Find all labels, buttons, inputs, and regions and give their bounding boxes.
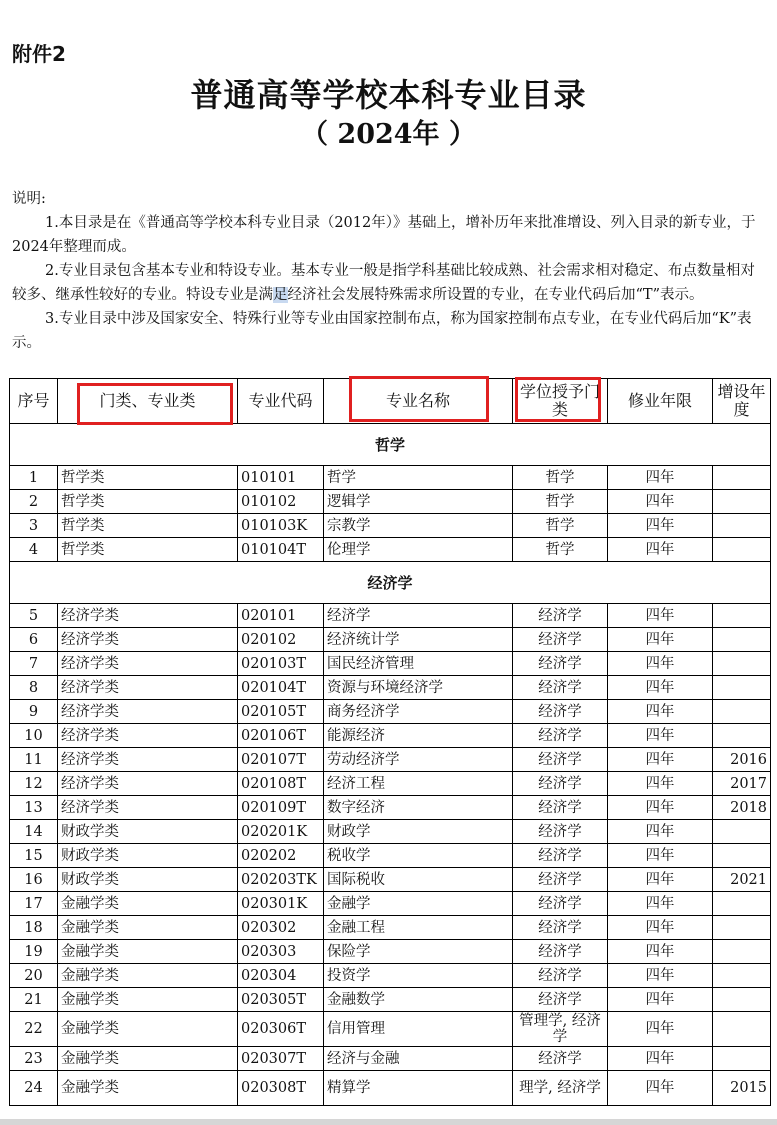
row-major-name: 金融数学 [324, 988, 513, 1012]
row-code: 020202 [238, 844, 324, 868]
row-category: 金融学类 [58, 892, 238, 916]
row-major-name: 保险学 [324, 940, 513, 964]
table-row [10, 1012, 771, 1047]
row-duration: 四年 [608, 676, 713, 700]
row-index: 2 [10, 490, 58, 514]
row-category: 经济学类 [58, 652, 238, 676]
row-code: 020301K [238, 892, 324, 916]
row-category: 经济学类 [58, 604, 238, 628]
row-duration: 四年 [608, 604, 713, 628]
text-selection: 足 [273, 287, 288, 303]
table-row [10, 466, 771, 490]
document-subtitle: （ 2024年 ） [301, 119, 476, 150]
row-index: 4 [10, 538, 58, 562]
row-code: 020203TK [238, 868, 324, 892]
row-major-name: 精算学 [324, 1071, 513, 1106]
table-row [10, 538, 771, 562]
category-label: 哲学 [10, 424, 771, 466]
row-category: 经济学类 [58, 700, 238, 724]
row-index: 14 [10, 820, 58, 844]
row-major-name: 信用管理 [324, 1012, 513, 1047]
table-row [10, 652, 771, 676]
table-row [10, 772, 771, 796]
row-index: 9 [10, 700, 58, 724]
row-degree: 经济学 [513, 796, 608, 820]
row-major-name: 宗教学 [324, 514, 513, 538]
row-duration: 四年 [608, 1012, 713, 1047]
table-row [10, 490, 771, 514]
row-degree: 经济学 [513, 892, 608, 916]
table-row [10, 1047, 771, 1071]
table-row [10, 676, 771, 700]
row-degree: 经济学 [513, 964, 608, 988]
row-year-added: 2018 [713, 796, 771, 820]
row-major-name: 数字经济 [324, 796, 513, 820]
table-row [10, 916, 771, 940]
row-duration: 四年 [608, 700, 713, 724]
major-catalog-table [9, 378, 771, 1106]
row-code: 020306T [238, 1012, 324, 1047]
row-duration: 四年 [608, 940, 713, 964]
row-degree: 经济学 [513, 628, 608, 652]
row-duration: 四年 [608, 628, 713, 652]
row-major-name: 经济与金融 [324, 1047, 513, 1071]
row-year-added [713, 466, 771, 490]
note-item-2: 2.专业目录包含基本专业和特设专业。基本专业一般是指学科基础比较成熟、社会需求相对稳定、布点数量相对较多、继承性较好的专业。特设专业是满足经济社会发展特殊需求所设置的专业，在专业代码后加“T”表示。 [12, 263, 755, 303]
table-row [10, 700, 771, 724]
table-row [10, 844, 771, 868]
row-year-added [713, 820, 771, 844]
horizontal-scrollbar[interactable] [0, 1119, 777, 1125]
row-index: 5 [10, 604, 58, 628]
row-category: 经济学类 [58, 796, 238, 820]
row-year-added [713, 652, 771, 676]
table-row [10, 964, 771, 988]
row-year-added [713, 916, 771, 940]
row-duration: 四年 [608, 1047, 713, 1071]
row-category: 经济学类 [58, 772, 238, 796]
row-code: 020102 [238, 628, 324, 652]
row-year-added [713, 604, 771, 628]
row-category: 金融学类 [58, 1071, 238, 1106]
row-year-added [713, 844, 771, 868]
note-item-3: 3.专业目录中涉及国家安全、特殊行业等专业由国家控制布点，称为国家控制布点专业，在专业代码后加“K”表示。 [12, 311, 752, 351]
category-row [10, 424, 771, 466]
row-code: 020308T [238, 1071, 324, 1106]
row-duration: 四年 [608, 538, 713, 562]
row-category: 经济学类 [58, 748, 238, 772]
row-duration: 四年 [608, 820, 713, 844]
row-code: 010104T [238, 538, 324, 562]
row-category: 哲学类 [58, 490, 238, 514]
table-row [10, 748, 771, 772]
row-major-name: 经济工程 [324, 772, 513, 796]
row-code: 010102 [238, 490, 324, 514]
row-code: 020103T [238, 652, 324, 676]
row-major-name: 商务经济学 [324, 700, 513, 724]
row-code: 020302 [238, 916, 324, 940]
table-row [10, 796, 771, 820]
row-code: 020303 [238, 940, 324, 964]
row-duration: 四年 [608, 844, 713, 868]
row-category: 经济学类 [58, 628, 238, 652]
table-row [10, 892, 771, 916]
row-code: 020104T [238, 676, 324, 700]
row-index: 10 [10, 724, 58, 748]
row-major-name: 财政学 [324, 820, 513, 844]
row-degree: 经济学 [513, 844, 608, 868]
row-category: 金融学类 [58, 940, 238, 964]
attachment-label: 附件2 [12, 42, 66, 66]
row-degree: 经济学 [513, 916, 608, 940]
table-row [10, 628, 771, 652]
row-category: 金融学类 [58, 988, 238, 1012]
row-major-name: 哲学 [324, 466, 513, 490]
row-category: 财政学类 [58, 844, 238, 868]
row-degree: 经济学 [513, 772, 608, 796]
table-row [10, 514, 771, 538]
row-degree: 经济学 [513, 724, 608, 748]
row-major-name: 经济统计学 [324, 628, 513, 652]
notes-section [12, 187, 767, 355]
row-degree: 经济学 [513, 652, 608, 676]
row-major-name: 伦理学 [324, 538, 513, 562]
row-index: 1 [10, 466, 58, 490]
category-label: 经济学 [10, 562, 771, 604]
row-degree: 经济学 [513, 604, 608, 628]
row-category: 金融学类 [58, 964, 238, 988]
row-degree: 经济学 [513, 940, 608, 964]
row-year-added [713, 940, 771, 964]
row-index: 7 [10, 652, 58, 676]
header-category: 门类、专业类 [58, 379, 238, 424]
row-index: 16 [10, 868, 58, 892]
row-code: 010101 [238, 466, 324, 490]
row-year-added: 2021 [713, 868, 771, 892]
row-major-name: 金融学 [324, 892, 513, 916]
row-code: 020109T [238, 796, 324, 820]
row-major-name: 资源与环境经济学 [324, 676, 513, 700]
row-year-added [713, 514, 771, 538]
row-index: 6 [10, 628, 58, 652]
row-category: 哲学类 [58, 538, 238, 562]
row-year-added [713, 724, 771, 748]
row-duration: 四年 [608, 652, 713, 676]
row-year-added [713, 700, 771, 724]
row-degree: 理学, 经济学 [513, 1071, 608, 1106]
row-year-added: 2015 [713, 1071, 771, 1106]
row-duration: 四年 [608, 868, 713, 892]
row-year-added [713, 892, 771, 916]
row-major-name: 劳动经济学 [324, 748, 513, 772]
row-duration: 四年 [608, 772, 713, 796]
row-category: 哲学类 [58, 514, 238, 538]
row-category: 财政学类 [58, 868, 238, 892]
row-category: 金融学类 [58, 1047, 238, 1071]
row-major-name: 投资学 [324, 964, 513, 988]
row-degree: 经济学 [513, 820, 608, 844]
row-category: 经济学类 [58, 724, 238, 748]
row-major-name: 税收学 [324, 844, 513, 868]
note-item-1: 1.本目录是在《普通高等学校本科专业目录（2012年）》基础上，增补历年来批准增设、列入目录的新专业，于2024年整理而成。 [12, 215, 756, 255]
row-year-added [713, 628, 771, 652]
row-code: 020304 [238, 964, 324, 988]
row-duration: 四年 [608, 490, 713, 514]
row-index: 23 [10, 1047, 58, 1071]
row-year-added: 2017 [713, 772, 771, 796]
header-major-name: 专业名称 [324, 379, 513, 424]
row-major-name: 能源经济 [324, 724, 513, 748]
row-category: 金融学类 [58, 916, 238, 940]
row-category: 财政学类 [58, 820, 238, 844]
row-index: 21 [10, 988, 58, 1012]
category-row [10, 562, 771, 604]
row-major-name: 金融工程 [324, 916, 513, 940]
row-duration: 四年 [608, 466, 713, 490]
table-row [10, 724, 771, 748]
row-index: 12 [10, 772, 58, 796]
row-major-name: 经济学 [324, 604, 513, 628]
row-degree: 经济学 [513, 868, 608, 892]
row-index: 19 [10, 940, 58, 964]
row-degree: 经济学 [513, 676, 608, 700]
row-duration: 四年 [608, 1071, 713, 1106]
row-code: 020201K [238, 820, 324, 844]
row-duration: 四年 [608, 796, 713, 820]
row-degree: 哲学 [513, 490, 608, 514]
row-year-added [713, 1047, 771, 1071]
header-degree: 学位授予门类 [513, 379, 608, 424]
table-row [10, 988, 771, 1012]
row-category: 哲学类 [58, 466, 238, 490]
row-code: 020107T [238, 748, 324, 772]
row-code: 020305T [238, 988, 324, 1012]
table-header-row [10, 379, 771, 424]
row-index: 24 [10, 1071, 58, 1106]
row-index: 18 [10, 916, 58, 940]
row-code: 020307T [238, 1047, 324, 1071]
row-duration: 四年 [608, 748, 713, 772]
row-degree: 管理学, 经济学 [513, 1012, 608, 1047]
row-degree: 哲学 [513, 538, 608, 562]
row-year-added [713, 1012, 771, 1047]
row-duration: 四年 [608, 964, 713, 988]
row-year-added [713, 988, 771, 1012]
table-row [10, 940, 771, 964]
notes-heading: 说明: [12, 191, 46, 207]
row-index: 3 [10, 514, 58, 538]
row-year-added [713, 490, 771, 514]
row-duration: 四年 [608, 724, 713, 748]
row-index: 13 [10, 796, 58, 820]
header-code: 专业代码 [238, 379, 324, 424]
row-degree: 经济学 [513, 988, 608, 1012]
row-code: 020106T [238, 724, 324, 748]
row-duration: 四年 [608, 916, 713, 940]
row-major-name: 国际税收 [324, 868, 513, 892]
row-year-added [713, 676, 771, 700]
row-code: 020101 [238, 604, 324, 628]
row-degree: 经济学 [513, 700, 608, 724]
row-index: 17 [10, 892, 58, 916]
header-duration: 修业年限 [608, 379, 713, 424]
header-index: 序号 [10, 379, 58, 424]
row-year-added [713, 538, 771, 562]
row-degree: 哲学 [513, 466, 608, 490]
document-title: 普通高等学校本科专业目录 [190, 76, 587, 114]
row-index: 20 [10, 964, 58, 988]
row-duration: 四年 [608, 892, 713, 916]
row-degree: 哲学 [513, 514, 608, 538]
row-code: 020108T [238, 772, 324, 796]
row-index: 15 [10, 844, 58, 868]
row-year-added: 2016 [713, 748, 771, 772]
table-row [10, 868, 771, 892]
row-duration: 四年 [608, 514, 713, 538]
row-category: 金融学类 [58, 1012, 238, 1047]
row-major-name: 国民经济管理 [324, 652, 513, 676]
row-index: 8 [10, 676, 58, 700]
row-year-added [713, 964, 771, 988]
row-code: 010103K [238, 514, 324, 538]
row-index: 22 [10, 1012, 58, 1047]
table-row [10, 604, 771, 628]
row-category: 经济学类 [58, 676, 238, 700]
row-degree: 经济学 [513, 1047, 608, 1071]
row-degree: 经济学 [513, 748, 608, 772]
row-duration: 四年 [608, 988, 713, 1012]
header-year-added: 增设年度 [713, 379, 771, 424]
row-major-name: 逻辑学 [324, 490, 513, 514]
table-row [10, 1071, 771, 1106]
row-code: 020105T [238, 700, 324, 724]
table-row [10, 820, 771, 844]
row-index: 11 [10, 748, 58, 772]
